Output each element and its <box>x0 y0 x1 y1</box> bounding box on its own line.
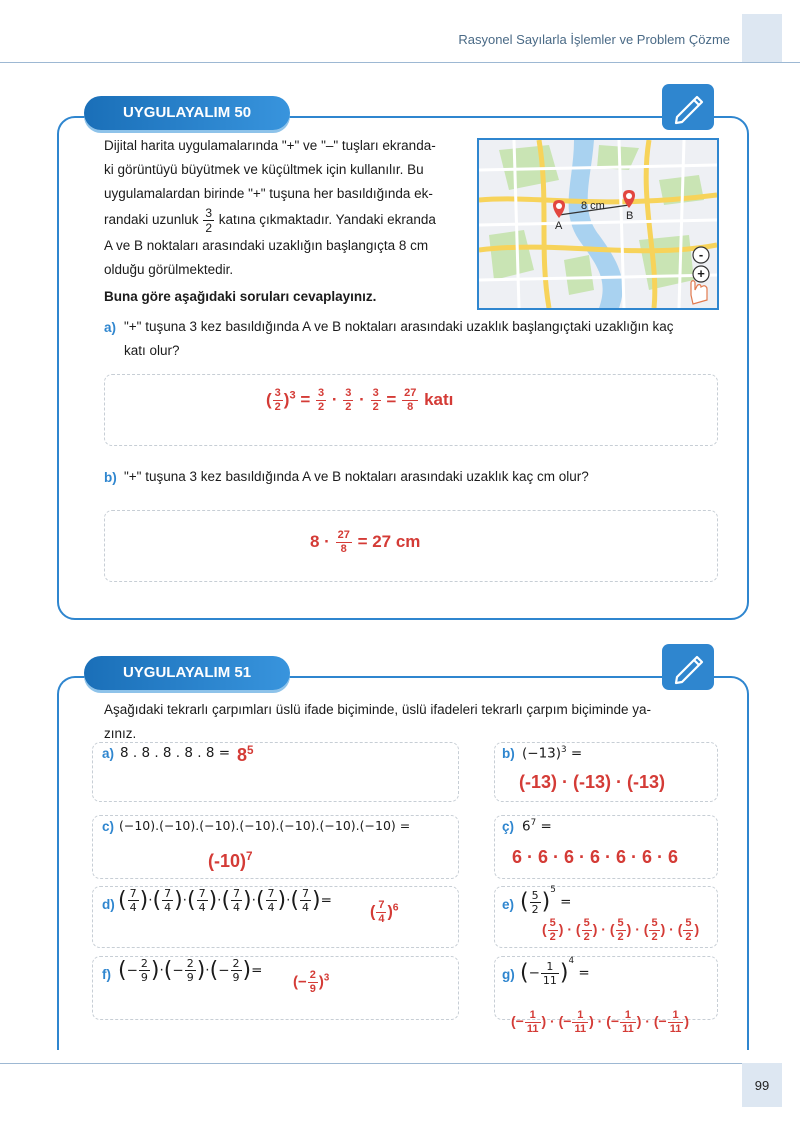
item-g-expression: (− $\frac{1}{11}$ )$^4$ = <box>520 956 590 987</box>
answer-b: 8 · $\frac{27}{8}$ = 27 cm <box>310 529 421 555</box>
fraction-3-2: $\frac{3}{2}$ <box>205 205 213 235</box>
item-g-label: g) <box>502 967 515 982</box>
item-f-answer: (− $\frac{2}{9}$ )$^3$ <box>293 969 330 995</box>
question-b-text: "+" tuşuna 3 kez basıldığında A ve B noktaları arasındaki uzaklık kaç cm olur? <box>124 469 589 484</box>
para-line: ki görüntüyü büyütmek ve küçültmek için kullanılır. Bu <box>104 162 424 177</box>
item-g-answer: (− $\frac{1}{11}$ ) · (− $\frac{1}{11}$ ) · (− $\frac{1}{11}$ ) · (− $\frac{1}{11}$ ) <box>511 1009 690 1035</box>
answer-a: ( $\frac{3}{2}$ )$^3$ = $\frac{3}{2}$ · $\frac{3}{2}$ · $\frac{3}{2}$ = $\frac{27}{8}$ katı <box>266 387 454 413</box>
question-a-label: a) <box>104 320 117 335</box>
para-line: Dijital harita uygulamalarında "+" ve "–" tuşları ekranda- <box>104 138 436 153</box>
page-number: 99 <box>754 1078 770 1093</box>
item-cc-expression: $6^7$ = <box>522 818 552 835</box>
pencil-icon[interactable] <box>662 84 714 130</box>
para-line: uygulamalardan birinde "+" tuşuna her basıldığında ek- <box>104 186 433 201</box>
item-e-expression: ( $\frac{5}{2}$ )$^5$ = <box>520 885 572 916</box>
para-line-with-fraction: randaki uzunluk $\frac{3}{2}$ katına çıkmaktadır. Yandaki ekranda <box>104 205 436 235</box>
item-b-answer: (-13) · (-13) · (-13) <box>519 772 666 792</box>
item-a-answer: $8^5$ <box>237 744 254 765</box>
item-f-label: f) <box>102 967 111 982</box>
map-distance-label: 8 cm <box>581 200 605 212</box>
exercise-50-label: UYGULAYALIM 50 <box>84 96 290 130</box>
item-a-label: a) <box>102 746 115 761</box>
map-point-b: B <box>626 210 634 222</box>
item-cc-label: ç) <box>502 819 515 834</box>
map-point-a: A <box>555 220 563 232</box>
instruction-text: Buna göre aşağıdaki soruları cevaplayınız. <box>104 289 377 304</box>
item-d-answer: ( $\frac{7}{4}$ )$^6$ <box>370 899 399 925</box>
question-b-label: b) <box>104 470 117 485</box>
footer-divider <box>0 1063 742 1064</box>
question-a-text: "+" tuşuna 3 kez basıldığında A ve B noktaları arasındaki uzaklık başlangıçtaki uzaklığın kaç katı olur? <box>124 319 674 358</box>
item-cc-answer: 6 · 6 · 6 · 6 · 6 · 6 · 6 <box>512 847 679 867</box>
zoom-in-button[interactable]: + <box>697 266 705 281</box>
chapter-title: Rasyonel Sayılarla İşlemler ve Problem Çözme <box>458 32 730 47</box>
problem-paragraph <box>104 134 476 282</box>
exercise-51-instruction: Aşağıdaki tekrarlı çarpımları üslü ifade biçiminde, üslü ifadeleri tekrarlı çarpım biçiminde ya- zınız. <box>104 702 651 741</box>
item-f-expression: (− $\frac{2}{9}$ )·(− $\frac{2}{9}$ )·(− $\frac{2}{9}$ )= <box>118 957 263 984</box>
item-d-expression: ( $\frac{7}{4}$ )·( $\frac{7}{4}$ )·( $\frac{7}{4}$ )·( $\frac{7}{4}$ )·( $\frac{7}{4}$ )·( $\frac{7}{4}$ )= <box>118 887 332 914</box>
item-b-label: b) <box>502 746 515 761</box>
pencil-icon[interactable] <box>662 644 714 690</box>
item-b-expression: $(-13)^3$ = <box>522 745 583 762</box>
item-a-expression: 8 . 8 . 8 . 8 . 8 = <box>120 745 231 761</box>
map-illustration <box>477 138 719 310</box>
item-c-expression: (−10).(−10).(−10).(−10).(−10).(−10).(−10) = <box>119 818 411 833</box>
header-divider <box>0 62 800 63</box>
exercise-51-label: UYGULAYALIM 51 <box>84 656 290 690</box>
header-tab <box>742 14 782 62</box>
item-e-answer: ( $\frac{5}{2}$ ) · ( $\frac{5}{2}$ ) · ( $\frac{5}{2}$ ) · ( $\frac{5}{2}$ ) · ( $\frac{5}{2}$ ) <box>542 917 700 943</box>
zoom-out-button[interactable]: - <box>698 247 704 262</box>
item-e-label: e) <box>502 897 515 912</box>
item-c-label: c) <box>102 819 115 834</box>
para-line: olduğu görülmektedir. <box>104 262 234 277</box>
item-c-answer: $(-10)^7$ <box>208 850 253 871</box>
item-d-label: d) <box>102 897 115 912</box>
para-line: A ve B noktaları arasındaki uzaklığın başlangıçta 8 cm <box>104 238 429 253</box>
